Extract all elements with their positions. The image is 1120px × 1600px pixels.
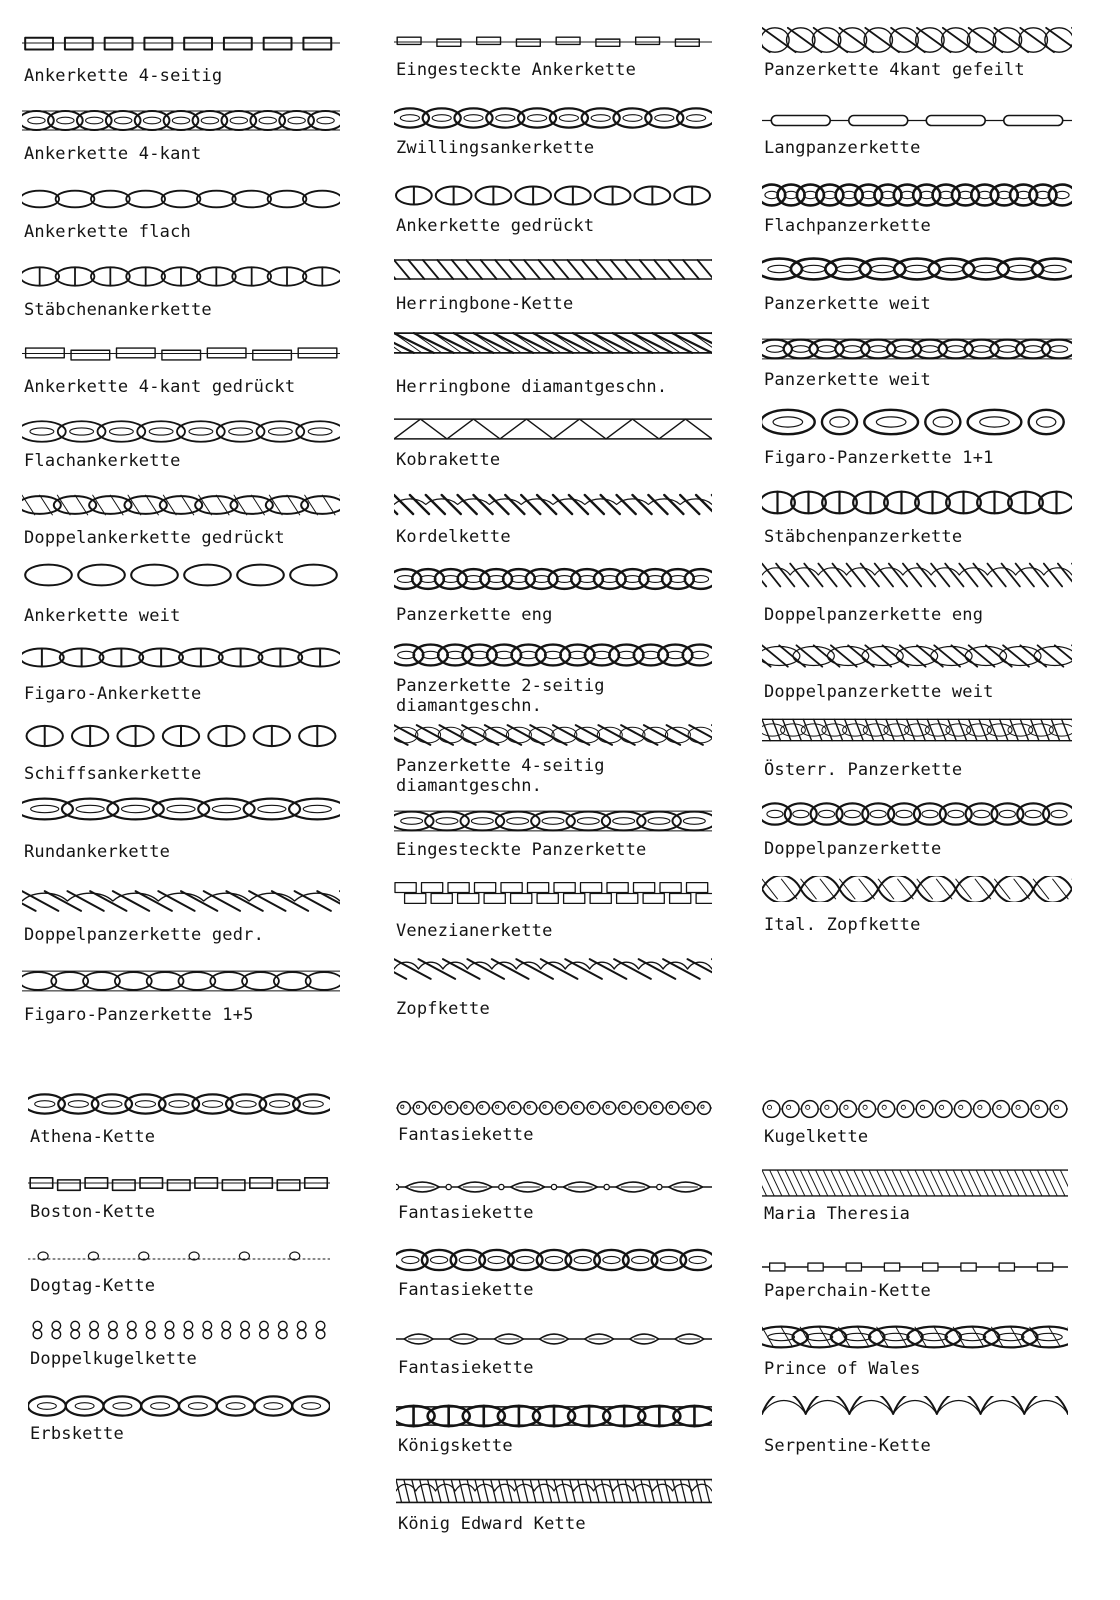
chain-label: Paperchain-Kette	[764, 1281, 931, 1301]
chain-pattern-ship-anchor	[22, 722, 340, 750]
chain-label: Herringbone-Kette	[396, 294, 574, 314]
chain-label: Kugelkette	[764, 1127, 869, 1147]
chain-illustration	[396, 1404, 712, 1428]
chain-pattern-fantasy-2	[396, 1176, 712, 1198]
chain-item	[22, 30, 340, 86]
chain-illustration	[396, 1176, 712, 1198]
chain-pattern-anchor-flat	[22, 186, 340, 212]
chain-illustration	[394, 566, 712, 592]
chain-label: Figaro-Panzerkette 1+1	[764, 448, 994, 468]
chain-label: Langpanzerkette	[764, 138, 921, 158]
chain-label: Schiffsankerkette	[24, 764, 202, 784]
chain-illustration	[22, 340, 340, 367]
chain-label: Eingesteckte Panzerkette	[396, 840, 647, 860]
chain-item	[762, 256, 1072, 314]
chain-illustration	[22, 796, 340, 822]
chain-illustration	[762, 1396, 1068, 1432]
chain-pattern-anchor-4-sided	[22, 30, 340, 56]
chain-illustration	[28, 1170, 330, 1196]
chain-item	[396, 1404, 712, 1456]
chain-illustration	[394, 416, 712, 442]
chain-item	[22, 186, 340, 242]
chain-illustration	[22, 492, 340, 518]
chain-illustration	[22, 263, 340, 290]
chain-label: Athena-Kette	[30, 1127, 156, 1147]
chain-pattern-king	[396, 1404, 712, 1428]
chain-label: Königskette	[398, 1436, 513, 1456]
chain-item	[762, 336, 1072, 390]
chain-item	[394, 956, 712, 1019]
chain-label: Doppelpanzerkette eng	[764, 605, 984, 625]
chain-item	[22, 108, 340, 164]
chain-pattern-anchor-pressed	[394, 183, 712, 208]
chain-label: Österr. Panzerkette	[764, 760, 963, 780]
chain-illustration	[394, 808, 712, 834]
chain-pattern-venetian	[394, 880, 712, 906]
chain-illustration	[762, 1166, 1068, 1200]
chain-label: Doppelpanzerkette weit	[764, 682, 994, 702]
chain-pattern-curb-wide-2	[762, 336, 1072, 362]
chain-illustration	[762, 716, 1072, 744]
chain-pattern-anchor-4-edged	[22, 108, 340, 133]
chain-label: Rundankerkette	[24, 842, 171, 862]
chain-item	[394, 183, 712, 236]
chain-label: Ankerkette 4-seitig	[24, 66, 223, 86]
chain-item	[28, 1318, 330, 1369]
chain-item	[396, 1248, 712, 1300]
chain-pattern-double-ball	[28, 1318, 330, 1342]
chain-item	[762, 24, 1072, 80]
chain-item	[762, 800, 1072, 859]
chain-label: Panzerkette weit	[764, 294, 931, 314]
chain-illustration	[762, 1098, 1068, 1120]
chain-item	[762, 1256, 1068, 1301]
chain-pattern-maria-theresia	[762, 1166, 1068, 1200]
chain-item	[396, 1476, 712, 1534]
chain-illustration	[394, 257, 712, 282]
chain-pattern-king-edward	[396, 1476, 712, 1506]
chain-item	[22, 645, 340, 704]
chain-label: Dogtag-Kette	[30, 1276, 156, 1296]
chain-pattern-anchor-wide	[22, 562, 340, 588]
chain-label: Erbskette	[30, 1424, 124, 1444]
chain-illustration	[762, 1256, 1068, 1278]
chain-illustration	[762, 876, 1072, 902]
chain-label: Zopfkette	[396, 999, 490, 1019]
chain-item	[22, 492, 340, 548]
chain-pattern-prince-of-wales	[762, 1324, 1068, 1350]
chain-pattern-bar-anchor	[22, 263, 340, 290]
chain-pattern-double-curb-pressed	[22, 888, 340, 914]
chain-pattern-paperchain	[762, 1256, 1068, 1278]
chain-item	[22, 418, 340, 471]
chain-label: Eingesteckte Ankerkette	[396, 60, 637, 80]
chain-item	[762, 489, 1072, 547]
chain-pattern-italian-braid	[762, 876, 1072, 902]
chain-label: Zwillingsankerkette	[396, 138, 595, 158]
chain-label: Prince of Wales	[764, 1359, 921, 1379]
chain-pattern-boston	[28, 1170, 330, 1196]
chain-pattern-athena	[28, 1092, 330, 1116]
chain-label: Figaro-Ankerkette	[24, 684, 202, 704]
chain-illustration	[396, 1248, 712, 1272]
chain-label: Boston-Kette	[30, 1202, 156, 1222]
chain-pattern-inserted-curb	[394, 808, 712, 834]
chain-item	[762, 876, 1072, 935]
chain-item	[396, 1098, 712, 1145]
chain-item	[762, 642, 1072, 702]
chain-pattern-anchor-4-edged-pressed	[22, 340, 340, 367]
chain-illustration	[394, 30, 712, 54]
chain-pattern-curb-4-edged-filed	[762, 24, 1072, 56]
chain-illustration	[22, 418, 340, 445]
chain-pattern-herringbone-diamond-cut	[394, 330, 712, 356]
chain-illustration	[22, 888, 340, 914]
chain-item	[22, 722, 340, 784]
chain-label: Serpentine-Kette	[764, 1436, 931, 1456]
chain-pattern-double-curb	[762, 800, 1072, 828]
chain-pattern-austrian-curb	[762, 716, 1072, 744]
chain-pattern-bar-curb	[762, 489, 1072, 516]
chain-label: Kordelkette	[396, 527, 511, 547]
chain-label: Ankerkette gedrückt	[396, 216, 595, 236]
chain-item	[394, 492, 712, 547]
chain-label: Stäbchenankerkette	[24, 300, 212, 320]
chain-label: Doppelpanzerkette	[764, 839, 942, 859]
chain-item	[762, 716, 1072, 780]
chain-item	[28, 1092, 330, 1147]
chain-item	[22, 888, 340, 945]
chain-pattern-round-anchor	[22, 796, 340, 822]
chain-label: Herringbone diamantgeschn.	[396, 377, 668, 397]
chain-label: Panzerkette 2-seitig diamantgeschn.	[396, 676, 605, 716]
chain-item	[394, 808, 712, 860]
chain-illustration	[28, 1246, 330, 1266]
chain-illustration	[762, 406, 1072, 438]
chain-item	[762, 406, 1072, 468]
chain-illustration	[762, 1324, 1068, 1350]
chain-label: Panzerkette 4kant gefeilt	[764, 60, 1025, 80]
chain-pattern-flat-anchor	[22, 418, 340, 445]
chain-item	[394, 416, 712, 470]
chain-illustration	[762, 800, 1072, 828]
chain-illustration	[22, 645, 340, 670]
chain-pattern-double-curb-wide	[762, 642, 1072, 670]
chain-label: Ital. Zopfkette	[764, 915, 921, 935]
chain-item	[394, 106, 712, 158]
chain-item	[28, 1246, 330, 1296]
chain-illustration	[762, 642, 1072, 670]
chain-illustration	[396, 1328, 712, 1350]
chain-pattern-long-curb	[762, 108, 1072, 133]
chain-label: Ankerkette flach	[24, 222, 191, 242]
chain-illustration	[28, 1394, 330, 1418]
chain-item	[396, 1176, 712, 1223]
chain-item	[394, 330, 712, 397]
chain-label: Venezianerkette	[396, 921, 553, 941]
chain-pattern-ball	[762, 1098, 1068, 1120]
chain-pattern-double-anchor-pressed	[22, 492, 340, 518]
chain-item	[22, 562, 340, 626]
chain-label: Fantasiekette	[398, 1358, 534, 1378]
chain-item	[394, 722, 712, 796]
chain-illustration	[396, 1098, 712, 1118]
chain-label: Ankerkette 4-kant gedrückt	[24, 377, 296, 397]
chain-item	[22, 340, 340, 397]
chain-label: Stäbchenpanzerkette	[764, 527, 963, 547]
chain-item	[762, 560, 1072, 625]
chain-pattern-figaro-anchor	[22, 645, 340, 670]
chain-item	[396, 1328, 712, 1378]
chain-illustration	[22, 186, 340, 212]
chain-illustration	[762, 256, 1072, 282]
chain-illustration	[22, 562, 340, 588]
chain-label: Panzerkette weit	[764, 370, 931, 390]
chain-pattern-curb-2-sided-diamond-cut	[394, 642, 712, 668]
chain-label: Panzerkette 4-seitig diamantgeschn.	[396, 756, 605, 796]
chain-label: Fantasiekette	[398, 1203, 534, 1223]
chain-pattern-pea	[28, 1394, 330, 1418]
chain-label: Panzerkette eng	[396, 605, 553, 625]
chain-label: Fantasiekette	[398, 1280, 534, 1300]
chain-item	[22, 796, 340, 862]
chain-illustration	[762, 560, 1072, 590]
chain-label: Fantasiekette	[398, 1125, 534, 1145]
chain-pattern-fantasy-4	[396, 1328, 712, 1350]
chain-illustration	[394, 183, 712, 208]
chain-label: Maria Theresia	[764, 1204, 911, 1224]
chain-item	[394, 30, 712, 80]
chain-item	[762, 1396, 1068, 1456]
chain-illustration	[762, 108, 1072, 133]
chain-pattern-herringbone	[394, 257, 712, 282]
chain-pattern-serpentine	[762, 1396, 1068, 1432]
chain-item	[22, 263, 340, 320]
chain-label: Flachankerkette	[24, 451, 181, 471]
chain-item	[762, 1166, 1068, 1224]
chain-label: Kobrakette	[396, 450, 501, 470]
chain-pattern-fantasy-1	[396, 1098, 712, 1118]
chain-item	[394, 880, 712, 941]
chain-illustration	[394, 642, 712, 668]
chain-illustration	[762, 24, 1072, 56]
chain-label: Ankerkette weit	[24, 606, 181, 626]
chain-illustration	[28, 1318, 330, 1342]
chain-item	[394, 257, 712, 314]
chain-label: Ankerkette 4-kant	[24, 144, 202, 164]
chain-item	[28, 1394, 330, 1444]
chain-item	[762, 1324, 1068, 1379]
chain-illustration	[394, 492, 712, 517]
chain-pattern-figaro-curb-1-1	[762, 406, 1072, 438]
chain-pattern-curb-wide-1	[762, 256, 1072, 282]
chain-pattern-dogtag	[28, 1246, 330, 1266]
chain-illustration	[394, 956, 712, 982]
chain-label: Doppelankerkette gedrückt	[24, 528, 285, 548]
chain-illustration	[394, 880, 712, 906]
chain-illustration	[762, 489, 1072, 516]
chain-pattern-curb-4-sided-diamond-cut	[394, 722, 712, 748]
chain-illustration	[394, 106, 712, 130]
chain-pattern-curb-tight	[394, 566, 712, 592]
chain-pattern-cobra	[394, 416, 712, 442]
chain-label: Flachpanzerkette	[764, 216, 931, 236]
chain-illustration	[22, 30, 340, 56]
chain-label: Figaro-Panzerkette 1+5	[24, 1005, 254, 1025]
chain-illustration	[28, 1092, 330, 1116]
chain-item	[762, 1098, 1068, 1147]
chain-item	[394, 566, 712, 625]
chain-pattern-twin-anchor	[394, 106, 712, 130]
chain-illustration	[394, 330, 712, 356]
chain-illustration	[22, 108, 340, 133]
chain-illustration	[22, 722, 340, 750]
chain-item	[394, 642, 712, 716]
chain-pattern-cord	[394, 492, 712, 517]
chain-item	[762, 108, 1072, 158]
chain-pattern-inserted-anchor	[394, 30, 712, 54]
chain-illustration	[762, 336, 1072, 362]
chain-pattern-figaro-curb-1-5	[22, 968, 340, 994]
chain-illustration	[396, 1476, 712, 1506]
chain-label: Doppelpanzerkette gedr.	[24, 925, 265, 945]
chain-label: König Edward Kette	[398, 1514, 586, 1534]
chain-label: Doppelkugelkette	[30, 1349, 197, 1369]
chain-pattern-flat-curb	[762, 182, 1072, 208]
chain-pattern-braid	[394, 956, 712, 982]
chain-illustration	[394, 722, 712, 748]
chain-illustration	[762, 182, 1072, 208]
chain-item	[28, 1170, 330, 1222]
chain-item	[22, 968, 340, 1025]
chain-pattern-fantasy-3	[396, 1248, 712, 1272]
chain-illustration	[22, 968, 340, 994]
chain-item	[762, 182, 1072, 236]
chain-pattern-double-curb-tight	[762, 560, 1072, 590]
